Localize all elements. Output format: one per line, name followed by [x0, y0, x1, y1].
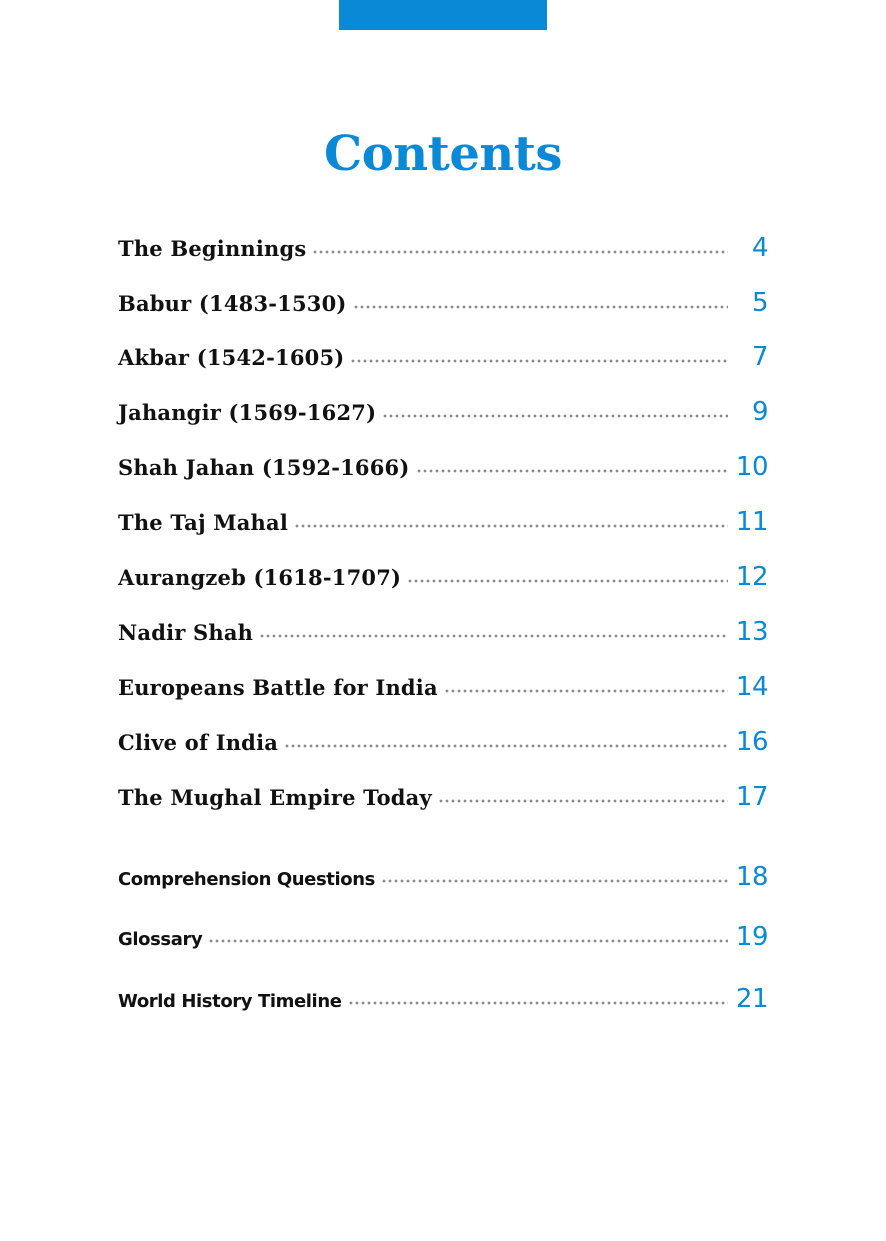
- toc-entry[interactable]: [118, 507, 768, 543]
- dot-leader: [382, 414, 728, 418]
- toc-page-number: 21: [735, 984, 768, 1014]
- dot-leader: [259, 634, 728, 638]
- toc-entry[interactable]: [118, 452, 768, 488]
- toc-entry-label: The Taj Mahal: [118, 510, 289, 535]
- dot-leader: [353, 305, 728, 309]
- toc-entry[interactable]: [118, 288, 768, 324]
- toc-entry-label: Babur (1483-1530): [118, 291, 347, 316]
- toc-entry[interactable]: [118, 617, 768, 653]
- toc-backmatter-entry[interactable]: [118, 984, 768, 1020]
- toc-page-number: 19: [735, 922, 768, 952]
- dot-leader: [348, 1001, 728, 1005]
- toc-entry-label: World History Timeline: [118, 991, 342, 1012]
- toc-page-number: 4: [751, 233, 768, 263]
- dot-leader: [381, 879, 728, 883]
- toc-page-number: 12: [735, 562, 768, 592]
- toc-entry-label: Clive of India: [118, 730, 279, 755]
- toc-entry-label: Nadir Shah: [118, 620, 254, 645]
- toc-entry-label: Akbar (1542-1605): [118, 345, 345, 370]
- toc-entry-label: Shah Jahan (1592-1666): [118, 455, 410, 480]
- toc-page-number: 9: [751, 397, 768, 427]
- toc-entry[interactable]: [118, 727, 768, 763]
- toc-backmatter-entry[interactable]: [118, 922, 768, 958]
- dot-leader: [284, 744, 728, 748]
- dot-leader: [208, 939, 728, 943]
- toc-page-number: 10: [735, 452, 768, 482]
- toc-page-number: 16: [735, 727, 768, 757]
- toc-entry[interactable]: [118, 562, 768, 598]
- toc-entry-label: Jahangir (1569-1627): [118, 400, 377, 425]
- toc-entry[interactable]: [118, 672, 768, 708]
- toc-entry-label: Comprehension Questions: [118, 869, 375, 890]
- toc-entry-label: The Mughal Empire Today: [118, 785, 432, 810]
- dot-leader: [407, 579, 728, 583]
- toc-entry[interactable]: [118, 342, 768, 378]
- dot-leader: [350, 359, 728, 363]
- dot-leader: [294, 524, 728, 528]
- page-title: Contents: [324, 126, 562, 182]
- toc-page-number: 7: [751, 342, 768, 372]
- toc-page-number: 5: [751, 288, 768, 318]
- toc-page-number: 11: [735, 507, 768, 537]
- toc-entry-label: The Beginnings: [118, 236, 307, 261]
- toc-entry-label: Europeans Battle for India: [118, 675, 438, 700]
- dot-leader: [438, 799, 728, 803]
- toc-entry-label: Glossary: [118, 929, 203, 950]
- toc-page-number: 18: [735, 862, 768, 892]
- dot-leader: [312, 250, 728, 254]
- dot-leader: [416, 469, 729, 473]
- toc-entry-label: Aurangzeb (1618-1707): [118, 565, 402, 590]
- dot-leader: [444, 689, 728, 693]
- toc-page-number: 13: [735, 617, 768, 647]
- toc-backmatter-entry[interactable]: [118, 862, 768, 898]
- toc-page-number: 17: [735, 782, 768, 812]
- header-color-tab: [339, 0, 547, 30]
- toc-entry[interactable]: [118, 397, 768, 433]
- toc-entry[interactable]: [118, 782, 768, 818]
- toc-entry[interactable]: [118, 233, 768, 269]
- toc-page-number: 14: [735, 672, 768, 702]
